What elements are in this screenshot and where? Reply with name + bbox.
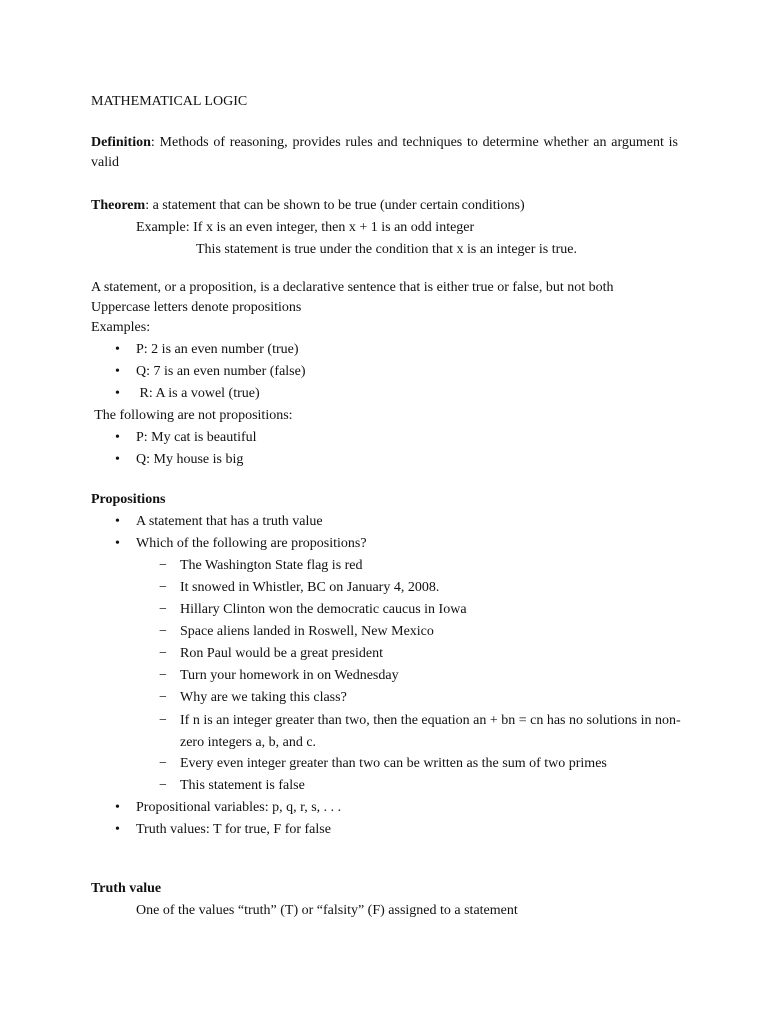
list-item: − It snowed in Whistler, BC on January 4, 2008. <box>91 578 678 600</box>
list-item: • P: 2 is an even number (true) <box>91 340 678 362</box>
bullet-icon: • <box>115 514 120 529</box>
dash-icon: − <box>159 690 167 705</box>
truth-value-heading: Truth value <box>91 881 162 896</box>
theorem-term: Theorem <box>91 198 146 213</box>
bullet-icon: • <box>115 430 120 445</box>
list-item: − Ron Paul would be a great president <box>91 644 678 666</box>
truth-value-section <box>91 879 678 923</box>
list-item: • Truth values: T for true, F for false <box>91 820 678 842</box>
list-item: − This statement is false <box>91 776 678 798</box>
list-item: • Propositional variables: p, q, r, s, . . . <box>91 798 678 820</box>
not-propositions-list <box>91 428 678 472</box>
list-item: • R: A is a vowel (true) <box>91 384 678 406</box>
list-item: • A statement that has a truth value <box>91 512 678 534</box>
bullet-icon: • <box>115 342 120 357</box>
bullet-icon: • <box>115 452 120 467</box>
bullet-icon: • <box>115 386 120 401</box>
not-propositions-label: The following are not propositions: <box>91 408 293 423</box>
propositions-heading: Propositions <box>91 492 166 507</box>
bullet-icon: • <box>115 800 120 815</box>
list-item: • Q: 7 is an even number (false) <box>91 362 678 384</box>
examples-label: Examples: <box>91 320 151 335</box>
theorem-example: Example: If x is an even integer, then x + 1 is an odd integer <box>136 220 475 235</box>
definition-text: : Methods of reasoning, provides rules and techniques to determine whether an argument is valid <box>91 135 678 170</box>
uppercase-note: Uppercase letters denote propositions <box>91 300 302 315</box>
list-item: − Space aliens landed in Roswell, New Mexico <box>91 622 678 644</box>
list-item: − Hillary Clinton won the democratic caucus in Iowa <box>91 600 678 622</box>
list-item: − If n is an integer greater than two, then the equation an + bn = cn has no solutions in non-zero integers a, b, and c. <box>91 710 678 754</box>
dash-icon: − <box>159 624 167 639</box>
definition-paragraph <box>91 133 678 173</box>
dash-icon: − <box>159 602 167 617</box>
dash-icon: − <box>159 580 167 595</box>
theorem-example-note: This statement is true under the condition that x is an integer is true. <box>196 242 578 257</box>
page-title: MATHEMATICAL LOGIC <box>91 94 248 109</box>
list-item: − Every even integer greater than two can be written as the sum of two primes <box>91 754 678 776</box>
list-item: − Turn your homework in on Wednesday <box>91 666 678 688</box>
theorem-paragraph <box>91 196 678 262</box>
dash-icon: − <box>159 778 167 793</box>
definition-term: Definition <box>91 135 151 150</box>
dash-icon: − <box>159 646 167 661</box>
propositions-list-continued <box>91 798 678 842</box>
list-item: • Which of the following are propositions? <box>91 534 678 556</box>
propositions-section <box>91 490 681 842</box>
list-item: − Why are we taking this class? <box>91 688 678 710</box>
dash-icon: − <box>159 558 167 573</box>
list-item: − The Washington State flag is red <box>91 556 678 578</box>
bullet-icon: • <box>115 822 120 837</box>
dash-icon: − <box>159 756 167 771</box>
theorem-text: : a statement that can be shown to be true (under certain conditions) <box>145 198 525 213</box>
proposition-intro <box>91 278 678 472</box>
proposition-definition: A statement, or a proposition, is a declarative sentence that is either true or false, but not both <box>91 280 614 295</box>
propositions-list <box>91 512 678 556</box>
examples-list <box>91 340 678 406</box>
list-item: • P: My cat is beautiful <box>91 428 678 450</box>
candidate-statements-list <box>91 556 681 798</box>
list-item: • Q: My house is big <box>91 450 678 472</box>
bullet-icon: • <box>115 364 120 379</box>
truth-value-text: One of the values “truth” (T) or “falsity” (F) assigned to a statement <box>136 903 518 918</box>
dash-icon: − <box>159 713 167 728</box>
dash-icon: − <box>159 668 167 683</box>
bullet-icon: • <box>115 536 120 551</box>
